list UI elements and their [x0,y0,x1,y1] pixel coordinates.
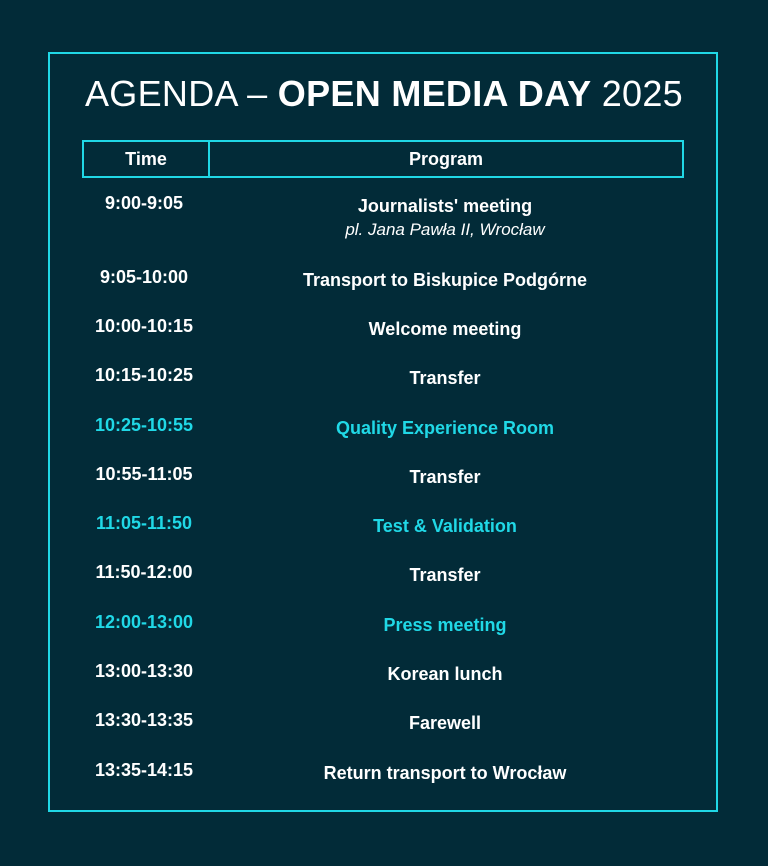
row-program: Transfer [409,368,481,388]
row-program-title: Journalists' meeting [357,196,533,216]
agenda-row-farewell [82,711,684,735]
page-title [0,72,768,116]
row-time: 12:00-13:00 [94,612,194,632]
row-time: 9:00-9:05 [104,193,184,213]
agenda-row-transport [82,268,684,292]
row-time: 10:15-10:25 [94,365,194,385]
agenda-row-journalists-meeting [82,194,684,242]
agenda-row-test-validation [82,514,684,538]
row-program: Press meeting [383,615,507,635]
row-time: 11:05-11:50 [95,513,193,533]
row-time: 9:05-10:00 [99,267,189,287]
agenda-row-transfer-1 [82,366,684,390]
row-time: 10:00-10:15 [94,316,194,336]
title-prefix: AGENDA – [85,73,268,114]
header-program: Program [408,148,484,169]
row-program: Test & Validation [373,516,517,536]
title-year: 2025 [601,73,683,114]
row-time: 13:35-14:15 [94,760,194,780]
title-event-name: OPEN MEDIA DAY [277,73,592,114]
agenda-row-korean-lunch [82,662,684,686]
agenda-row-press-meeting [82,613,684,637]
row-program: Transfer [409,467,481,487]
row-program-location: pl. Jana Pawła II, Wrocław [345,220,545,239]
agenda-row-quality-experience-room [82,416,684,440]
agenda-row-return-transport [82,761,684,785]
row-program: Quality Experience Room [335,418,555,438]
row-time: 11:50-12:00 [95,562,193,582]
row-time: 13:00-13:30 [94,661,194,681]
row-program [206,194,684,242]
agenda-row-welcome-meeting [82,317,684,341]
row-program: Transport to Biskupice Podgórne [302,270,588,290]
agenda-row-transfer-3 [82,563,684,587]
row-program: Return transport to Wrocław [323,763,567,783]
row-time: 10:25-10:55 [94,415,194,435]
agenda-row-transfer-2 [82,465,684,489]
header-time: Time [84,142,210,176]
row-program: Welcome meeting [368,319,522,339]
row-program: Farewell [408,713,482,733]
table-header [82,140,684,178]
row-program: Korean lunch [387,664,503,684]
row-program: Transfer [409,565,481,585]
row-time: 13:30-13:35 [94,710,194,730]
row-time: 10:55-11:05 [95,464,193,484]
